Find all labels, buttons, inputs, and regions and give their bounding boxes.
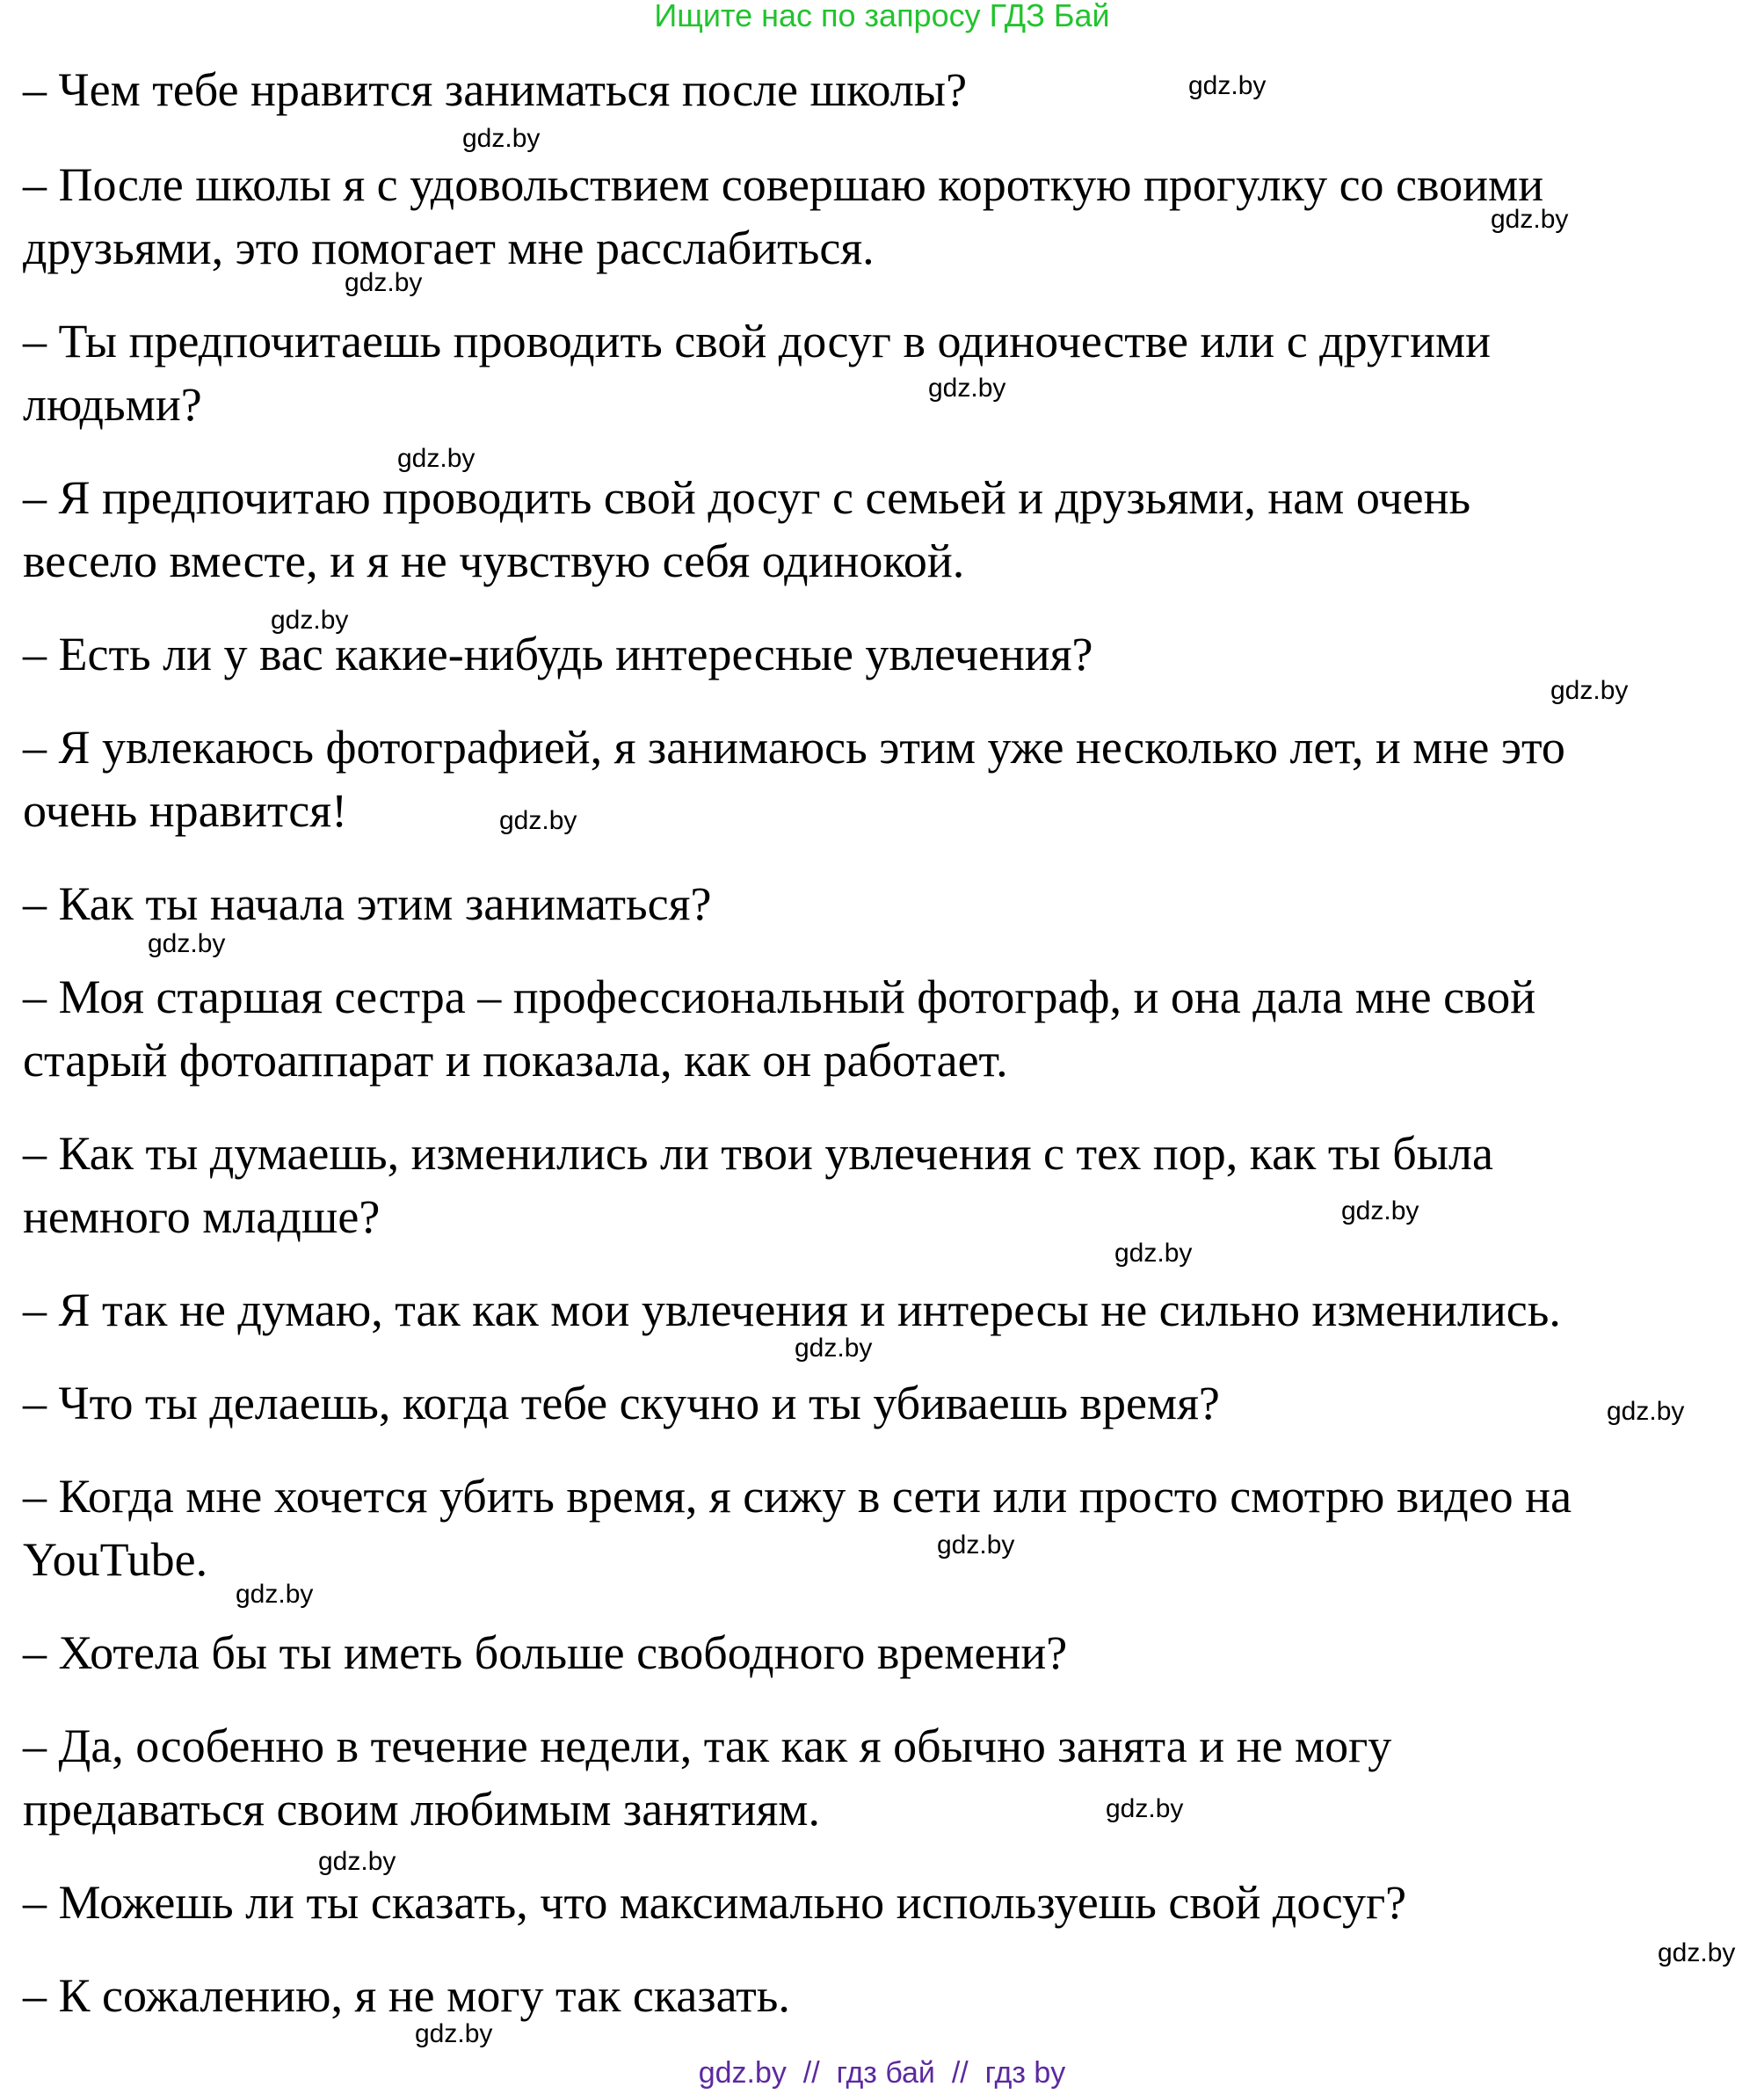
watermark: gdz.by [462,124,541,153]
question-2-line-2: людьми? [23,378,202,431]
answer-2-line-2: весело вместе, и я не чувствую себя одинокой. [23,534,965,587]
watermark: gdz.by [795,1334,873,1363]
watermark: gdz.by [236,1580,314,1609]
question-5-line-2: немного младше? [23,1190,381,1243]
answer-8-line-1: – К сожалению, я не могу так сказать. [23,1969,790,2022]
watermark: gdz.by [1114,1239,1193,1268]
question-5-line-1: – Как ты думаешь, изменились ли твои увлечения с тех пор, как ты была [23,1127,1493,1180]
watermark: gdz.by [1341,1196,1419,1225]
answer-1-line-2: друзьями, это помогает мне расслабиться. [23,222,875,274]
answer-2-line-1: – Я предпочитаю проводить свой досуг с семьей и друзьями, нам очень [23,471,1471,524]
watermark: gdz.by [318,1847,396,1876]
watermark: gdz.by [1491,205,1569,234]
site-banner: Ищите нас по запросу ГДЗ Бай [654,0,1110,33]
watermark: gdz.by [1550,676,1629,705]
answer-4-line-1: – Моя старшая сестра – профессиональный фотограф, и она дала мне свой [23,971,1536,1023]
watermark: gdz.by [1188,71,1267,100]
answer-3-line-2: очень нравится! [23,784,348,837]
question-4-line-1: – Как ты начала этим заниматься? [23,877,712,930]
watermark: gdz.by [499,806,577,835]
answer-7-line-2: предаваться своим любимым занятиям. [23,1783,820,1836]
answer-7-line-1: – Да, особенно в течение недели, так как я обычно занята и не могу [23,1720,1392,1772]
question-1-line-1: – Чем тебе нравится заниматься после школы? [23,63,968,116]
watermark: gdz.by [345,268,423,297]
question-6-line-1: – Что ты делаешь, когда тебе скучно и ты убиваешь время? [23,1377,1220,1429]
watermark: gdz.by [397,444,475,473]
question-8-line-1: – Можешь ли ты сказать, что максимально используешь свой досуг? [23,1876,1407,1929]
watermark: gdz.by [1106,1794,1184,1823]
answer-1-line-1: – После школы я с удовольствием совершаю короткую прогулку со своими [23,158,1544,211]
watermark: gdz.by [415,2019,493,2048]
answer-5-line-1: – Я так не думаю, так как мои увлечения и интересы не сильно изменились. [23,1283,1561,1336]
question-7-line-1: – Хотела бы ты иметь больше свободного времени? [23,1626,1068,1679]
watermark: gdz.by [928,374,1006,403]
watermark: gdz.by [148,929,226,958]
watermark: gdz.by [937,1531,1015,1560]
question-3-line-1: – Есть ли у вас какие-нибудь интересные увлечения? [23,628,1093,680]
watermark: gdz.by [1607,1397,1685,1426]
answer-6-line-2: YouTube. [23,1533,208,1586]
answer-4-line-2: старый фотоаппарат и показала, как он работает. [23,1034,1008,1087]
watermark: gdz.by [271,606,349,635]
question-2-line-1: – Ты предпочитаешь проводить свой досуг в одиночестве или с другими [23,315,1492,367]
site-footer: gdz.by // гдз бай // гдз by [698,2056,1066,2090]
watermark: gdz.by [1658,1938,1736,1967]
answer-3-line-1: – Я увлекаюсь фотографией, я занимаюсь этим уже несколько лет, и мне это [23,721,1565,774]
answer-6-line-1: – Когда мне хочется убить время, я сижу в сети или просто смотрю видео на [23,1470,1572,1523]
